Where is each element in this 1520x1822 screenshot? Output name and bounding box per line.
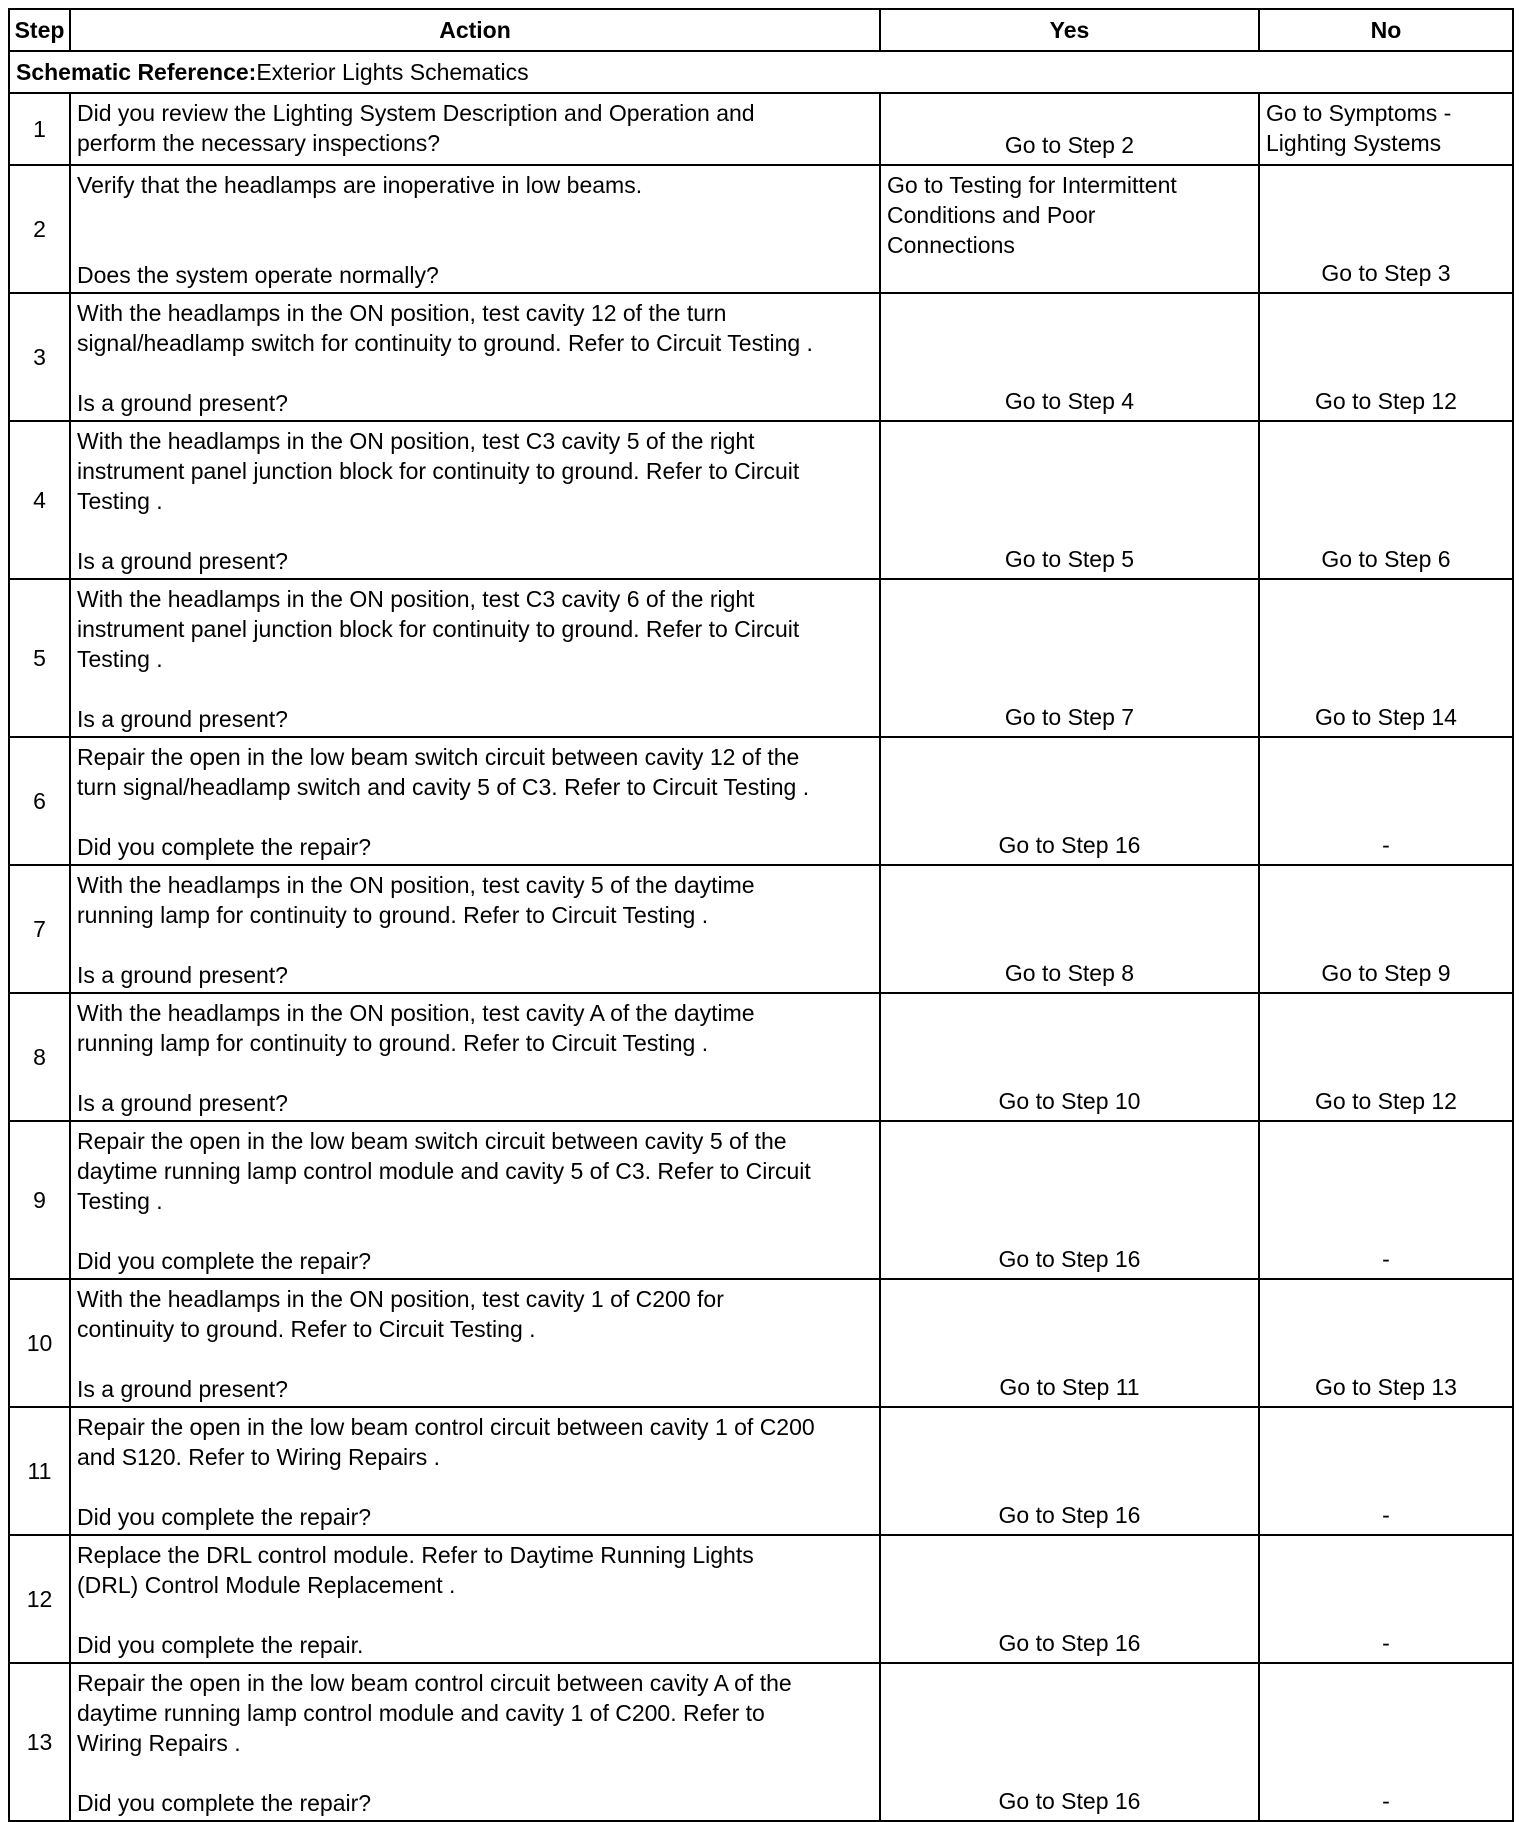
- step-action: [70, 737, 880, 865]
- schematic-reference-label: Schematic Reference:: [16, 59, 257, 85]
- step-no-result: [1259, 293, 1513, 421]
- step-row-12: [9, 1535, 1513, 1663]
- yes-result-text: Go to Step 16: [998, 1788, 1141, 1814]
- step-question: Is a ground present?: [77, 1376, 288, 1402]
- step-no-result: [1259, 993, 1513, 1121]
- no-result-text: Go to Step 3: [1321, 260, 1451, 286]
- step-instruction: With the headlamps in the ON position, test cavity 1 of C200 for continuity to ground. Refer to Circuit Testing .: [77, 1286, 724, 1342]
- step-yes-result: [880, 993, 1259, 1121]
- step-yes-result: [880, 1535, 1259, 1663]
- yes-column-header: Yes: [880, 9, 1259, 51]
- step-action: [70, 93, 880, 165]
- no-result-text: Go to Step 13: [1315, 1374, 1457, 1400]
- yes-result-text: Go to Step 4: [1004, 388, 1135, 414]
- step-question: Does the system operate normally?: [77, 262, 439, 288]
- step-no-result: [1259, 421, 1513, 579]
- step-action: [70, 579, 880, 737]
- no-result-text: Go to Step 6: [1321, 546, 1451, 572]
- step-no-result: [1259, 865, 1513, 993]
- yes-result-text: Go to Step 16: [998, 1502, 1141, 1528]
- step-row-9: [9, 1121, 1513, 1279]
- schematic-reference-cell: [9, 51, 1513, 93]
- no-result-text: Go to Symptoms - Lighting Systems: [1266, 100, 1452, 156]
- step-number: 6: [9, 737, 70, 865]
- action-column-header: Action: [70, 9, 880, 51]
- step-question: Did you complete the repair?: [77, 1790, 372, 1816]
- schematic-reference-link[interactable]: Exterior Lights Schematics: [256, 59, 529, 85]
- no-column-header: No: [1259, 9, 1513, 51]
- step-number: 2: [9, 165, 70, 293]
- step-no-result: [1259, 1121, 1513, 1279]
- yes-result-text: Go to Step 16: [998, 1630, 1141, 1656]
- step-action: [70, 993, 880, 1121]
- step-no-result: [1259, 1279, 1513, 1407]
- step-number: 7: [9, 865, 70, 993]
- step-yes-result: [880, 1407, 1259, 1535]
- no-result-text: Go to Step 12: [1315, 388, 1457, 414]
- step-no-result: [1259, 737, 1513, 865]
- no-result-text: -: [1382, 1630, 1390, 1656]
- yes-result-text: Go to Step 7: [1004, 704, 1135, 730]
- step-number: 10: [9, 1279, 70, 1407]
- step-row-1: [9, 93, 1513, 165]
- step-yes-result: [880, 1663, 1259, 1821]
- yes-result-text: Go to Step 11: [999, 1374, 1140, 1400]
- step-no-result: [1259, 93, 1513, 165]
- step-action: [70, 293, 880, 421]
- step-yes-result: [880, 737, 1259, 865]
- step-question: Did you complete the repair?: [77, 1248, 372, 1274]
- step-number: 8: [9, 993, 70, 1121]
- step-instruction: With the headlamps in the ON position, test C3 cavity 5 of the right instrument panel junction block for continuity to ground. Refer to Circuit Testing .: [77, 428, 800, 514]
- step-no-result: [1259, 165, 1513, 293]
- schematic-reference-row: [9, 51, 1513, 93]
- no-result-text: Go to Step 14: [1315, 704, 1457, 730]
- diagnostic-table: [8, 8, 1514, 1822]
- step-instruction: With the headlamps in the ON position, test C3 cavity 6 of the right instrument panel junction block for continuity to ground. Refer to Circuit Testing .: [77, 586, 800, 672]
- step-yes-result: [880, 1279, 1259, 1407]
- step-no-result: [1259, 1663, 1513, 1821]
- step-number: 13: [9, 1663, 70, 1821]
- step-row-4: [9, 421, 1513, 579]
- step-yes-result: [880, 165, 1259, 293]
- step-number: 12: [9, 1535, 70, 1663]
- step-number: 9: [9, 1121, 70, 1279]
- step-no-result: [1259, 1535, 1513, 1663]
- step-number: 11: [9, 1407, 70, 1535]
- step-yes-result: [880, 421, 1259, 579]
- step-action: [70, 865, 880, 993]
- step-number: 5: [9, 579, 70, 737]
- step-yes-result: [880, 293, 1259, 421]
- step-instruction: Repair the open in the low beam switch circuit between cavity 12 of the turn signal/headlamp switch and cavity 5 of C3. Refer to Circuit Testing .: [77, 744, 810, 800]
- yes-result-text: Go to Step 2: [1004, 132, 1135, 158]
- step-yes-result: [880, 579, 1259, 737]
- step-row-10: [9, 1279, 1513, 1407]
- step-instruction: With the headlamps in the ON position, test cavity A of the daytime running lamp for continuity to ground. Refer to Circuit Testing .: [77, 1000, 755, 1056]
- header-row: [9, 9, 1513, 51]
- step-question: Is a ground present?: [77, 706, 288, 732]
- step-yes-result: [880, 1121, 1259, 1279]
- step-instruction: Repair the open in the low beam switch circuit between cavity 5 of the daytime running lamp control module and cavity 5 of C3. Refer to Circuit Testing .: [77, 1128, 811, 1214]
- yes-result-text: Go to Step 16: [998, 832, 1141, 858]
- step-number: 1: [9, 93, 70, 165]
- step-row-3: [9, 293, 1513, 421]
- step-number: 3: [9, 293, 70, 421]
- no-result-text: -: [1382, 832, 1390, 858]
- step-instruction: Repair the open in the low beam control circuit between cavity A of the daytime running lamp control module and cavity 1 of C200. Refer to Wiring Repairs .: [77, 1670, 792, 1756]
- step-action: [70, 1663, 880, 1821]
- step-yes-result: [880, 865, 1259, 993]
- step-action: [70, 1535, 880, 1663]
- step-row-13: [9, 1663, 1513, 1821]
- yes-result-text: Go to Step 10: [998, 1088, 1141, 1114]
- step-action: [70, 1407, 880, 1535]
- step-question: Is a ground present?: [77, 1090, 288, 1116]
- step-row-8: [9, 993, 1513, 1121]
- step-instruction: With the headlamps in the ON position, test cavity 5 of the daytime running lamp for continuity to ground. Refer to Circuit Testing .: [77, 872, 755, 928]
- step-action: [70, 1121, 880, 1279]
- no-result-text: -: [1382, 1246, 1390, 1272]
- step-row-6: [9, 737, 1513, 865]
- no-result-text: -: [1382, 1788, 1390, 1814]
- step-row-5: [9, 579, 1513, 737]
- step-question: Did you complete the repair?: [77, 1504, 372, 1530]
- step-question: Is a ground present?: [77, 962, 288, 988]
- step-instruction: Replace the DRL control module. Refer to Daytime Running Lights (DRL) Control Module Replacement .: [77, 1542, 754, 1598]
- step-instruction: With the headlamps in the ON position, test cavity 12 of the turn signal/headlamp switch for continuity to ground. Refer to Circuit Testing .: [77, 300, 813, 356]
- step-question: Did you complete the repair.: [77, 1632, 364, 1658]
- step-instruction: Verify that the headlamps are inoperative in low beams.: [77, 172, 643, 198]
- step-no-result: [1259, 579, 1513, 737]
- step-yes-result: [880, 93, 1259, 165]
- step-action: [70, 1279, 880, 1407]
- step-question: Is a ground present?: [77, 548, 288, 574]
- yes-result-text: Go to Step 5: [1004, 546, 1135, 572]
- no-result-text: Go to Step 12: [1315, 1088, 1457, 1114]
- step-instruction: Did you review the Lighting System Description and Operation and perform the necessary inspections?: [77, 100, 755, 156]
- no-result-text: -: [1382, 1502, 1390, 1528]
- step-question: Did you complete the repair?: [77, 834, 372, 860]
- step-row-11: [9, 1407, 1513, 1535]
- step-question: Is a ground present?: [77, 390, 288, 416]
- step-row-7: [9, 865, 1513, 993]
- no-result-text: Go to Step 9: [1321, 960, 1451, 986]
- yes-result-text: Go to Testing for Intermittent Conditions and Poor Connections: [887, 172, 1177, 258]
- step-column-header: Step: [9, 9, 70, 51]
- yes-result-text: Go to Step 8: [1004, 960, 1135, 986]
- step-row-2: [9, 165, 1513, 293]
- step-action: [70, 421, 880, 579]
- yes-result-text: Go to Step 16: [998, 1246, 1141, 1272]
- step-no-result: [1259, 1407, 1513, 1535]
- step-instruction: Repair the open in the low beam control circuit between cavity 1 of C200 and S120. Refer to Wiring Repairs .: [77, 1414, 815, 1470]
- step-action: [70, 165, 880, 293]
- step-number: 4: [9, 421, 70, 579]
